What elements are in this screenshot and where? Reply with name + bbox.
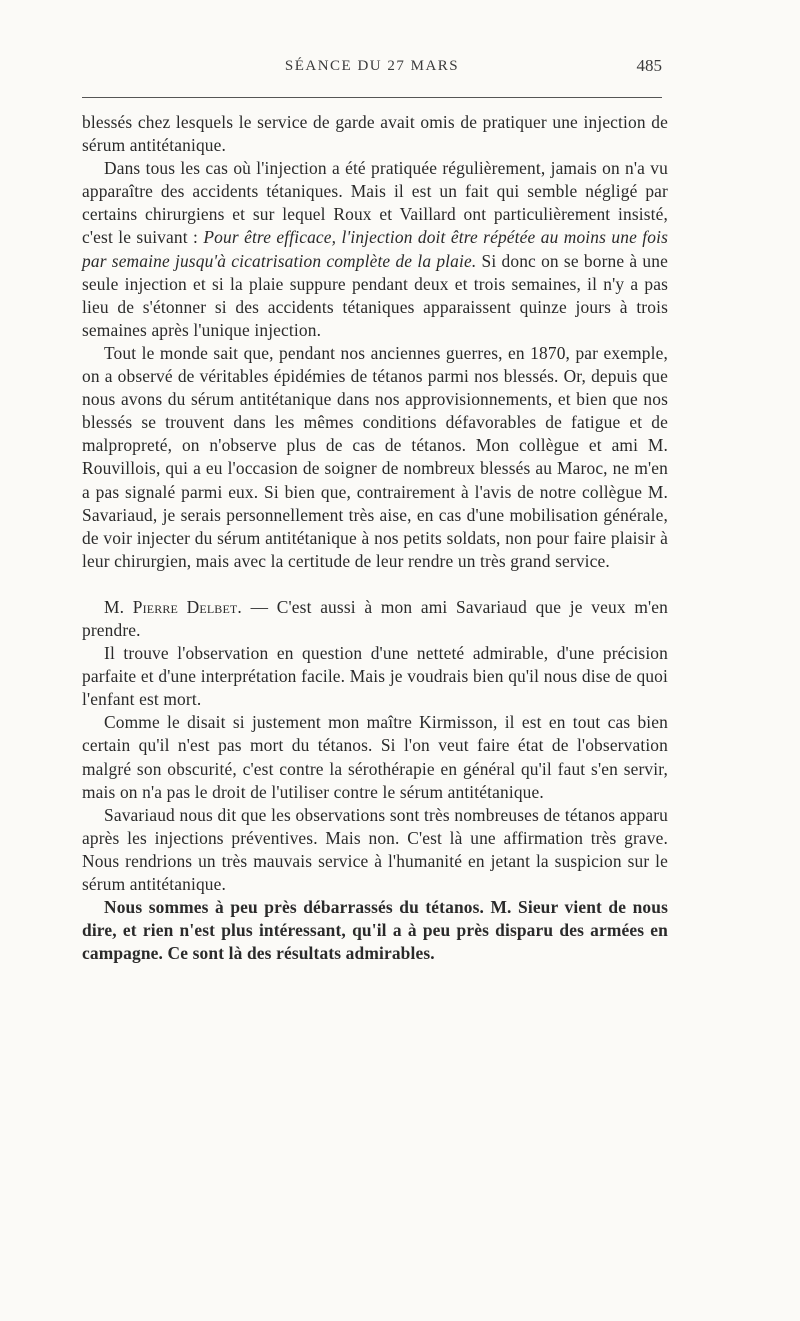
paragraph-continued: blessés chez lesquels le service de garde avait omis de pratiquer une injection de sérum antitétanique. — [82, 112, 668, 156]
header-rule — [82, 97, 662, 98]
running-title: SÉANCE DU 27 MARS — [284, 58, 460, 74]
paragraph-savariaud: Savariaud nous dit que les observations sont très nombreuses de tétanos apparu après les injections préventives. Mais non. C'est là une affirmation très grave. Nous rendrions un très mauvais service à l'humanité en jetant la suspicion sur le sérum antitétanique. — [82, 804, 668, 894]
section-gap — [82, 573, 668, 596]
paragraph-injection — [82, 157, 668, 342]
page-header — [82, 56, 662, 82]
body-text — [82, 111, 668, 965]
paragraph-delbet — [82, 596, 668, 642]
page-number: 485 — [636, 56, 662, 75]
paragraph-text: — C'est aussi à mon ami Savariaud que je veux m'en prendre. — [82, 596, 668, 640]
speaker-name: M. Pierre Delbet. — [104, 596, 242, 617]
paragraph-text: Si donc on se borne à une seule injection et si la plaie suppure pendant deux et trois semaines, il n'y a pas lieu de s'étonner si des accidents tétaniques apparaissent quinze jours à trois semaines après l'unique injection. — [82, 250, 668, 340]
italic-emphasis: Pour être efficace, l'injection doit être répétée au moins une fois par semaine jusqu'à cicatrisation complète de la plaie. — [82, 227, 668, 271]
paragraph-wars: Tout le monde sait que, pendant nos anciennes guerres, en 1870, par exemple, on a observé de véritables épidémies de tétanos parmi nos blessés. Or, depuis que nous avons du sérum antitétanique dans nos approvisionnements, et bien que nos blessés se trouvent dans les mêmes conditions défavorables de fatigue et de malpropreté, on n'observe plus de cas de tétanos. Mon collègue et ami M. Rouvillois, qui a eu l'occasion de soigner de nombreux blessés au Maroc, ne m'en a pas signalé parmi eux. Si bien que, contrairement à l'avis de notre collègue M. Savariaud, je serais personnellement très aise, en cas d'une mobilisation générale, de voir injecter du sérum antitétanique à nos petits soldats, non pour faire plaisir à leur chirurgien, mais avec la certitude de leur rendre un très grand service. — [82, 342, 668, 571]
paragraph-observation: Il trouve l'observation en question d'une netteté admirable, d'une précision parfaite et d'une interprétation facile. Mais je voudrais bien qu'il nous dise de quoi l'enfant est mort. — [82, 643, 668, 710]
paragraph-conclusion: Nous sommes à peu près débarrassés du tétanos. M. Sieur vient de nous dire, et rien n'est plus intéressant, qu'il a à peu près disparu des armées en campagne. Ce sont là des résultats admirables. — [82, 897, 668, 964]
paragraph-text: Dans tous les cas où l'injection a été pratiquée régulièrement, jamais on n'a vu apparaître des accidents tétaniques. Mais il est un fait qui semble négligé par certains chirurgiens et sur lequel Roux et Vaillard ont particulièrement insisté, c'est le suivant : — [82, 158, 668, 248]
paragraph-kirmisson: Comme le disait si justement mon maître Kirmisson, il est en tout cas bien certain qu'il n'est pas mort du tétanos. Si l'on veut faire état de l'observation malgré son obscurité, c'est contre la sérothérapie en général qu'il faut s'en servir, mais on n'a pas le droit de l'utiliser contre le sérum antitétanique. — [82, 712, 668, 802]
